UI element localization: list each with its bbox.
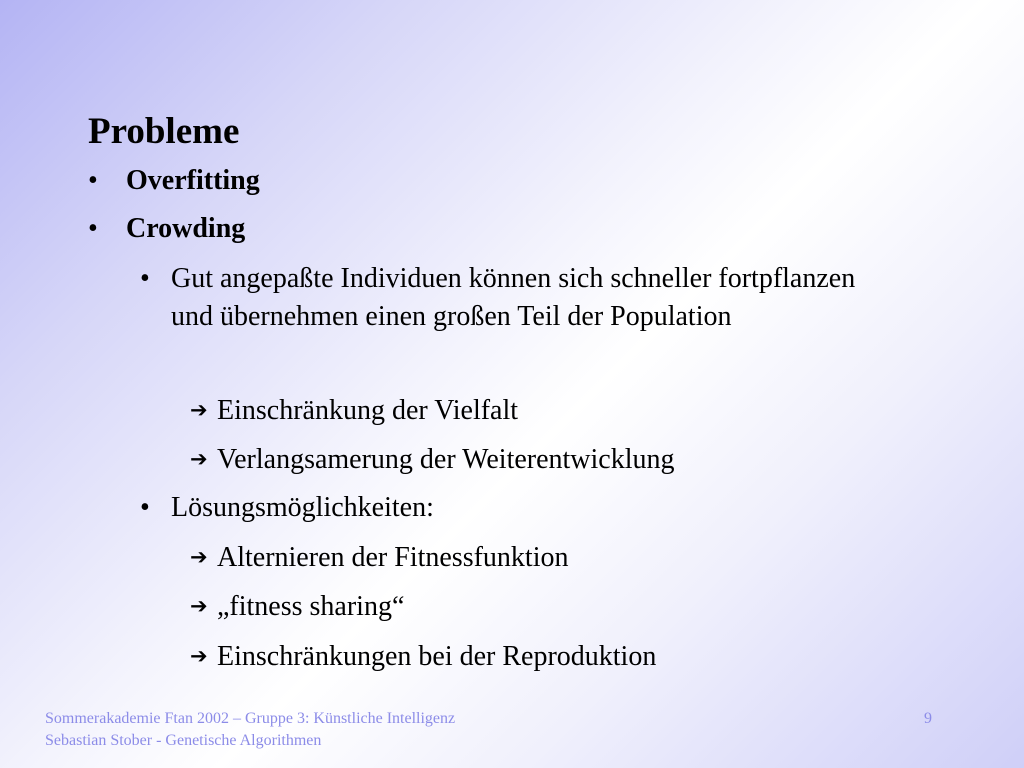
arrow-right-icon: ➔	[190, 398, 208, 422]
bullet-text: Overfitting	[126, 165, 260, 196]
footer-line-1: Sommerakademie Ftan 2002 – Gruppe 3: Künstliche Intelligenz	[45, 710, 456, 727]
solution-text: Alternieren der Fitnessfunktion	[217, 542, 569, 573]
bullet-text: Lösungsmöglichkeiten:	[171, 492, 434, 523]
bullet-text: Crowding	[126, 213, 246, 244]
consequence-text: Verlangsamerung der Weiterentwicklung	[217, 444, 675, 475]
sub-bullet-crowding-detail	[140, 260, 900, 336]
consequence-item	[190, 440, 675, 479]
arrow-right-icon: ➔	[190, 447, 208, 471]
solution-text: Einschränkungen bei der Reproduktion	[217, 641, 657, 672]
arrow-right-icon: ➔	[190, 594, 208, 618]
arrow-right-icon: ➔	[190, 545, 208, 569]
bullet-marker: •	[88, 213, 98, 244]
bullet-marker: •	[140, 492, 150, 523]
footer-line-2: Sebastian Stober - Genetische Algorithmen	[45, 732, 322, 749]
consequence-text: Einschränkung der Vielfalt	[217, 395, 519, 426]
bullet-text: Gut angepaßte Individuen können sich schneller fortpflanzen und übernehmen einen großen Teil der Population	[171, 263, 856, 332]
slide-number: 9	[924, 710, 932, 727]
solution-item	[190, 587, 404, 626]
solution-item	[190, 637, 656, 676]
slide-footer	[45, 708, 455, 752]
bullet-marker: •	[140, 263, 150, 294]
sub-bullet-solutions	[140, 489, 900, 527]
bullet-marker: •	[88, 165, 98, 196]
solution-item	[190, 538, 568, 577]
consequence-item	[190, 391, 518, 430]
slide-title: Probleme	[88, 111, 240, 152]
arrow-right-icon: ➔	[190, 644, 208, 668]
solution-text: „fitness sharing“	[217, 591, 405, 622]
